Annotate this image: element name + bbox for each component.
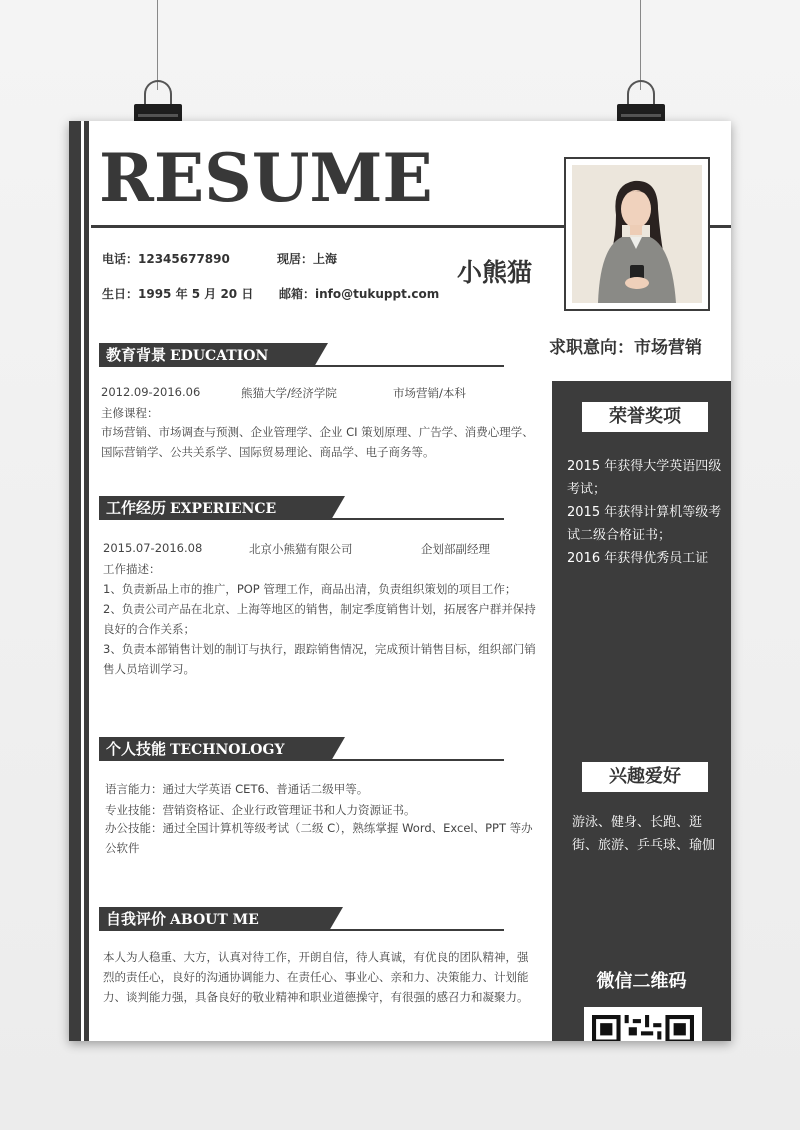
experience-heading-en: EXPERIENCE bbox=[170, 501, 277, 517]
experience-company: 北京小熊猫有限公司 bbox=[249, 542, 353, 556]
education-heading-cn: 教育背景 bbox=[106, 346, 167, 364]
education-school: 熊猫大学/经济学院 bbox=[241, 386, 337, 400]
work-desc-label: 工作描述： bbox=[103, 562, 161, 576]
left-accent-bar-thin bbox=[84, 121, 89, 1041]
experience-period: 2015.07-2016.08 bbox=[103, 541, 203, 555]
skill-office: 办公技能：通过全国计算机等级考试（二级 C），熟练掌握 Word、Excel、PPT 等办公软件 bbox=[105, 821, 533, 855]
honor-2: 2015 年获得计算机等级考试二级合格证书； bbox=[567, 505, 722, 543]
email-text: 邮箱：info@tukuppt.com bbox=[279, 287, 440, 301]
skill-professional: 专业技能：营销资格证、企业行政管理证书和人力资源证书。 bbox=[105, 803, 416, 817]
education-major: 市场营销/本科 bbox=[393, 386, 466, 400]
resume-title: RESUME bbox=[99, 139, 433, 217]
education-heading-en: EDUCATION bbox=[170, 348, 269, 364]
job-intent: 求职意向：市场营销 bbox=[549, 338, 702, 358]
candidate-name: 小熊猫 bbox=[457, 258, 533, 287]
wechat-qr-code[interactable] bbox=[584, 1007, 702, 1041]
birthday-text: 生日：1995 年 5 月 20 日 bbox=[102, 287, 254, 301]
right-sidebar bbox=[552, 381, 731, 1041]
about-heading-en: ABOUT ME bbox=[170, 912, 259, 928]
hanging-string-right bbox=[640, 0, 641, 90]
resume-page bbox=[69, 121, 731, 1041]
portrait-photo bbox=[572, 165, 702, 303]
about-text: 本人为人稳重、大方，认真对待工作，开朗自信，待人真诚，有优良的团队精神，强烈的责任心，良好的沟通协调能力、在责任心、事业心、亲和力、决策能力、计划能力、谈判能力强，具备良好的敬业精神和职业道德操守，有很强的感召力和凝聚力。 bbox=[103, 950, 529, 1004]
work-item-1: 1、负责新品上市的推广，POP 管理工作，商品出清，负责组织策划的项目工作； bbox=[103, 582, 517, 596]
courses-text: 市场营销、市场调查与预测、企业管理学、企业 CI 策划原理、广告学、消费心理学、国际营销学、公共关系学、国际贸易理论、商品学、电子商务等。 bbox=[101, 425, 534, 459]
skills-heading-cn: 个人技能 bbox=[106, 740, 167, 758]
hobbies-heading: 兴趣爱好 bbox=[582, 762, 708, 792]
phone-text: 电话：12345677890 bbox=[102, 252, 230, 266]
portrait-frame bbox=[564, 157, 710, 311]
hobbies-text: 游泳、健身、长跑、逛街、旅游、乒乓球、瑜伽 bbox=[572, 815, 716, 853]
honor-1: 2015 年获得大学英语四级考试； bbox=[567, 459, 722, 497]
courses-label: 主修课程： bbox=[101, 406, 159, 420]
residence-text: 现居：上海 bbox=[277, 252, 338, 266]
about-heading-cn: 自我评价 bbox=[106, 910, 167, 928]
left-accent-bar bbox=[69, 121, 81, 1041]
honor-3: 2016 年获得优秀员工证 bbox=[567, 551, 709, 566]
skills-heading-en: TECHNOLOGY bbox=[170, 742, 285, 758]
experience-position: 企划部副经理 bbox=[421, 542, 490, 556]
honors-heading: 荣誉奖项 bbox=[582, 402, 708, 432]
experience-heading-cn: 工作经历 bbox=[106, 499, 167, 517]
wechat-heading: 微信二维码 bbox=[596, 971, 687, 992]
education-period: 2012.09-2016.06 bbox=[101, 385, 201, 399]
skill-language: 语言能力：通过大学英语 CET6、普通话二级甲等。 bbox=[105, 782, 369, 796]
work-item-2: 2、负责公司产品在北京、上海等地区的销售，制定季度销售计划，拓展客户群并保持良好的合作关系； bbox=[103, 602, 536, 636]
hanging-string-left bbox=[157, 0, 158, 90]
qr-code-icon bbox=[592, 1015, 694, 1041]
work-item-3: 3、负责本部销售计划的制订与执行，跟踪销售情况，完成预计销售目标，组织部门销售人员培训学习。 bbox=[103, 642, 536, 676]
